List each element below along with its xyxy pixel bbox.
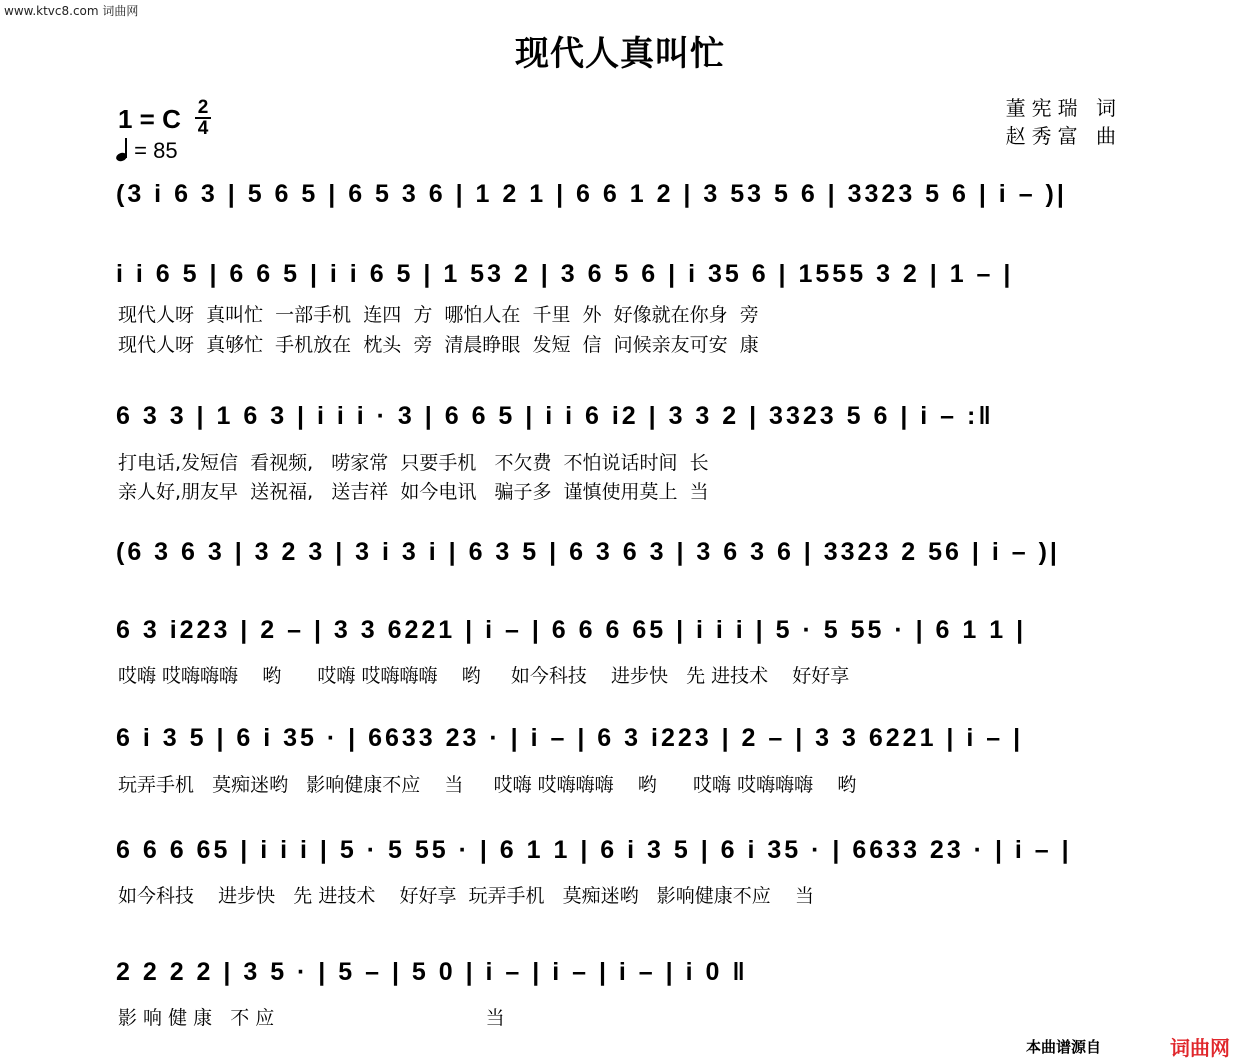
score-line-5 <box>116 614 1126 654</box>
quarter-note-icon <box>116 139 128 161</box>
notation-text: 6 i 3 5 | 6 i 35 · | 6633 23 · | i – | 6 3 i223 | 2 – | 3 3 6221 | i – | <box>116 724 1024 752</box>
notation-text: 6 3 3 | 1 6 3 | i i i · 3 | 6 6 5 | i i 6 i2 | 3 3 2 | 3323 5 6 | i – :‖ <box>116 402 994 430</box>
tempo-mark <box>116 138 178 164</box>
notation-text: 2 2 2 2 | 3 5 · | 5 – | 5 0 | i – | i – | i – | i 0 ‖ <box>116 958 748 986</box>
notation-text: 6 3 i223 | 2 – | 3 3 6221 | i – | 6 6 6 65 | i i i | 5 · 5 55 · | 6 1 1 | <box>116 616 1027 644</box>
lyric-line-7: 如今科技 进步快 先 进技术 好好享 玩弄手机 莫痴迷哟 影响健康不应 当 <box>118 885 814 907</box>
score-line-6 <box>116 722 1126 762</box>
notation-text: (3 i 6 3 | 5 6 5 | 6 5 3 6 | 1 2 1 | 6 6 1 2 | 3 53 5 6 | 3323 5 6 | i – )| <box>116 180 1067 208</box>
lyric-line-3: 打电话,发短信 看视频, 唠家常 只要手机 不欠费 不怕说话时间 长 <box>118 452 709 474</box>
lyric-line-6: 玩弄手机 莫痴迷哟 影响健康不应 当 哎嗨 哎嗨嗨嗨 哟 哎嗨 哎嗨嗨嗨 哟 <box>118 774 857 796</box>
time-signature-bottom: 4 <box>197 118 209 139</box>
score-line-7 <box>116 834 1126 874</box>
notation-text: 6 6 6 65 | i i i | 5 · 5 55 · | 6 1 1 | 6 i 3 5 | 6 i 35 · | 6633 23 · | i – | <box>116 836 1072 864</box>
lyric-line-5: 哎嗨 哎嗨嗨嗨 哟 哎嗨 哎嗨嗨嗨 哟 如今科技 进步快 先 进技术 好好享 <box>118 665 850 687</box>
score-line-1 <box>116 178 1126 218</box>
composer-credit: 赵秀富 曲 <box>1005 124 1122 148</box>
key-signature: 1 = C <box>118 104 181 134</box>
lyric-line-4: 亲人好,朋友早 送祝福, 送吉祥 如今电讯 骗子多 谨慎使用莫上 当 <box>118 481 709 503</box>
score-line-8 <box>116 956 1126 996</box>
notation-text: (6 3 6 3 | 3 2 3 | 3 i 3 i | 6 3 5 | 6 3 6 3 | 3 6 3 6 | 3323 2 56 | i – )| <box>116 538 1060 566</box>
site-logo[interactable]: 词曲网 <box>1170 1036 1230 1060</box>
site-watermark: www.ktvc8.com 词曲网 <box>4 4 139 18</box>
lyric-line-2: 现代人呀 真够忙 手机放在 枕头 旁 清晨睁眼 发短 信 问候亲友可安 康 <box>118 334 759 356</box>
score-line-4 <box>116 536 1126 576</box>
lyric-line-8: 影 响 健 康 不 应 当 <box>118 1007 505 1029</box>
score-line-2 <box>116 258 1126 298</box>
tempo-value: = 85 <box>134 138 178 163</box>
lyricist-credit: 董宪瑞 词 <box>1005 96 1122 120</box>
lyric-line-1: 现代人呀 真叫忙 一部手机 连四 方 哪怕人在 千里 外 好像就在你身 旁 <box>118 304 759 326</box>
notation-text: i i 6 5 | 6 6 5 | i i 6 5 | 1 53 2 | 3 6 5 6 | i 35 6 | 1555 3 2 | 1 – | <box>116 260 1014 288</box>
time-signature <box>194 98 212 138</box>
source-note: 本曲谱源自 <box>1026 1038 1102 1056</box>
score-line-3 <box>116 400 1126 440</box>
song-title: 现代人真叫忙 <box>515 34 725 74</box>
time-signature-top: 2 <box>197 97 209 118</box>
